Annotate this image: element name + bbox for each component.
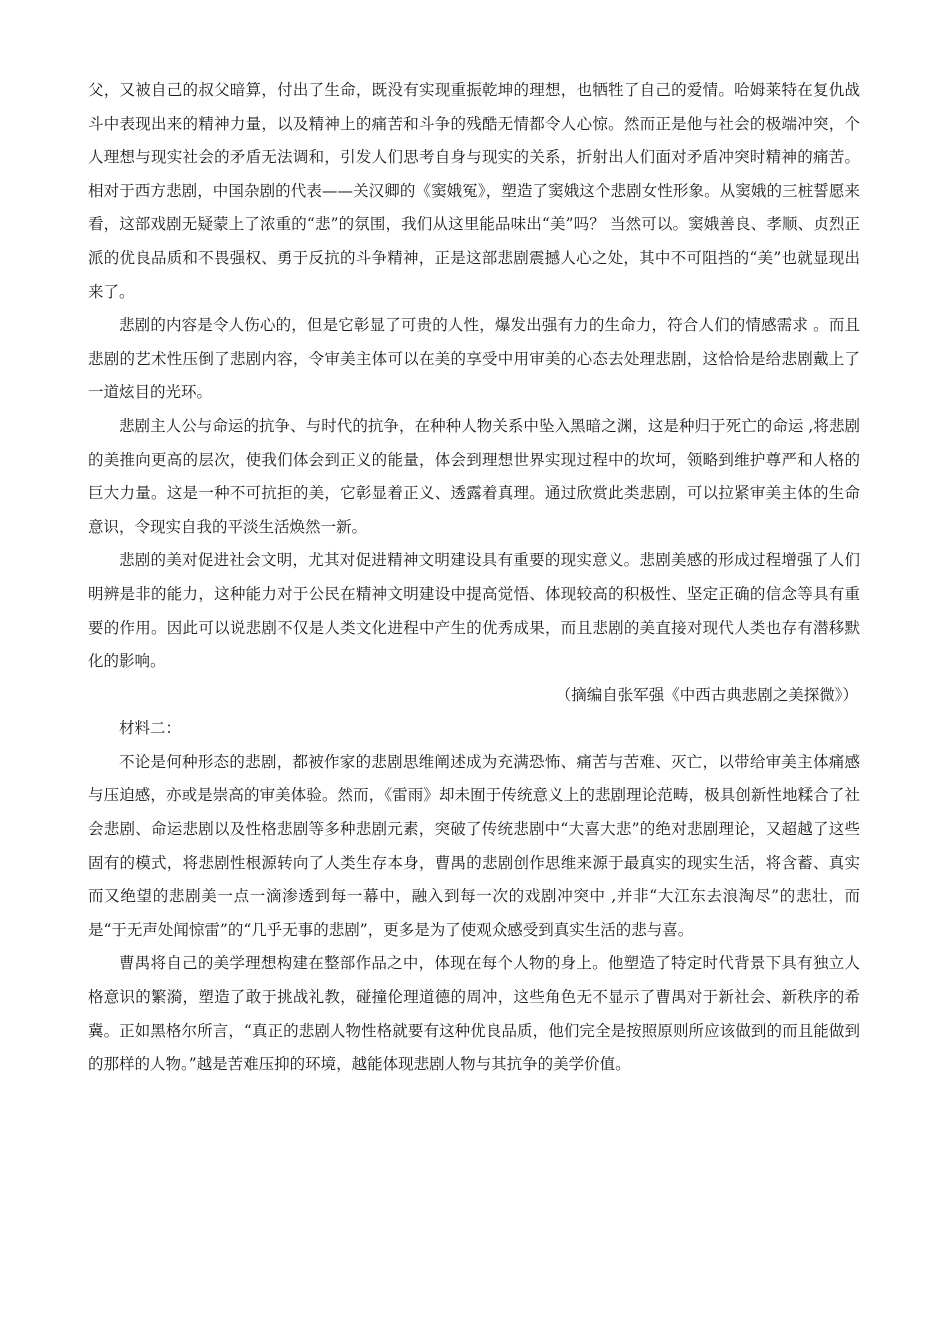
paragraph: 悲剧的内容是令人伤心的，但是它彰显了可贵的人性，爆发出强有力的生命力，符合人们的情感需求 。而且悲剧的艺术性压倒了悲剧内容，令审美主体可以在美的享受中用审美的心态去处理悲剧，这恰恰是给悲剧戴上了一道炫目的光环。 <box>88 316 860 402</box>
paragraph: 悲剧主人公与命运的抗争、与时代的抗争，在种种人物关系中坠入黑暗之渊，这是种归于死亡的命运 ,将悲剧的美推向更高的层次，使我们体会到正义的能量，体会到理想世界实现过程中的坎坷，领略到维护尊严和人格的巨大力量。这是一种不可抗拒的美，它彰显着正义、透露着真理。通过欣赏此类悲剧，可以拉紧审美主体的生命意识，令现实自我的平淡生活焕然一新。 <box>88 416 860 536</box>
source-citation: （摘编自张军强《中西古典悲剧之美探微》） <box>555 685 858 704</box>
paragraph: 曹禺将自己的美学理想构建在整部作品之中，体现在每个人物的身上。他塑造了特定时代背景下具有独立人格意识的繁漪，塑造了敢于挑战礼教，碰撞伦理道德的周冲，这些角色无不显示了曹禺对于新社会、新秩序的希冀。正如黑格尔所言，“真正的悲剧人物性格就要有这种优良品质，他们完全是按照原则所应该做到的而且能做到的那样的人物。”越是苦难压抑的环境，越能体现悲剧人物与其抗争的美学价值。 <box>88 954 860 1074</box>
paragraph: 不论是何种形态的悲剧，都被作家的悲剧思维阐述成为充满恐怖、痛苦与苦难、灭亡，以带给审美主体痛感与压迫感，亦或是崇高的审美体验。然而，《雷雨》却未囿于传统意义上的悲剧理论范畴，极具创新性地糅合了社会悲剧、命运悲剧以及性格悲剧等多种悲剧元素，突破了传统悲剧中“大喜大悲”的绝对悲剧理论，又超越了这些固有的模式，将悲剧性根源转向了人类生存本身，曹禺的悲剧创作思维来源于最真实的现实生活，将含蓄、真实而又绝望的悲剧美一点一滴渗透到每一幕中，融入到每一次的戏剧冲突中 ,并非“大江东去浪淘尽”的悲壮，而是“于无声处闻惊雷”的“几乎无事的悲剧”，更多是为了使观众感受到真实生活的悲与喜。 <box>88 752 860 939</box>
section-heading: 材料二： <box>119 719 182 738</box>
paragraph: 悲剧的美对促进社会文明，尤其对促进精神文明建设具有重要的现实意义。悲剧美感的形成过程增强了人们明辨是非的能力，这种能力对于公民在精神文明建设中提高觉悟、体现较高的积极性、坚定正确的信念等具有重要的作用。因此可以说悲剧不仅是人类文化进程中产生的优秀成果，而且悲剧的美直接对现代人类也存有潜移默化的影响。 <box>88 551 860 671</box>
paragraph: 父，又被自己的叔父暗算，付出了生命，既没有实现重振乾坤的理想，也牺牲了自己的爱情。哈姆莱特在复仇战斗中表现出来的精神力量，以及精神上的痛苦和斗争的残酷无情都令人心惊。然而正是他与社会的极端冲突，个人理想与现实社会的矛盾无法调和，引发人们思考自身与现实的关系，折射出人们面对矛盾冲突时精神的痛苦。相对于西方悲剧，中国杂剧的代表——关汉卿的《窦娥冤》，塑造了窦娥这个悲剧女性形象。从窦娥的三桩誓愿来看，这部戏剧无疑蒙上了浓重的“悲”的氛围，我们从这里能品味出“美”吗？ 当然可以。窦娥善良、孝顺、贞烈正派的优良品质和不畏强权、勇于反抗的斗争精神，正是这部悲剧震撼人心之处，其中不可阻挡的“美”也就显现出来了。 <box>88 81 860 301</box>
document-page <box>88 74 860 1082</box>
